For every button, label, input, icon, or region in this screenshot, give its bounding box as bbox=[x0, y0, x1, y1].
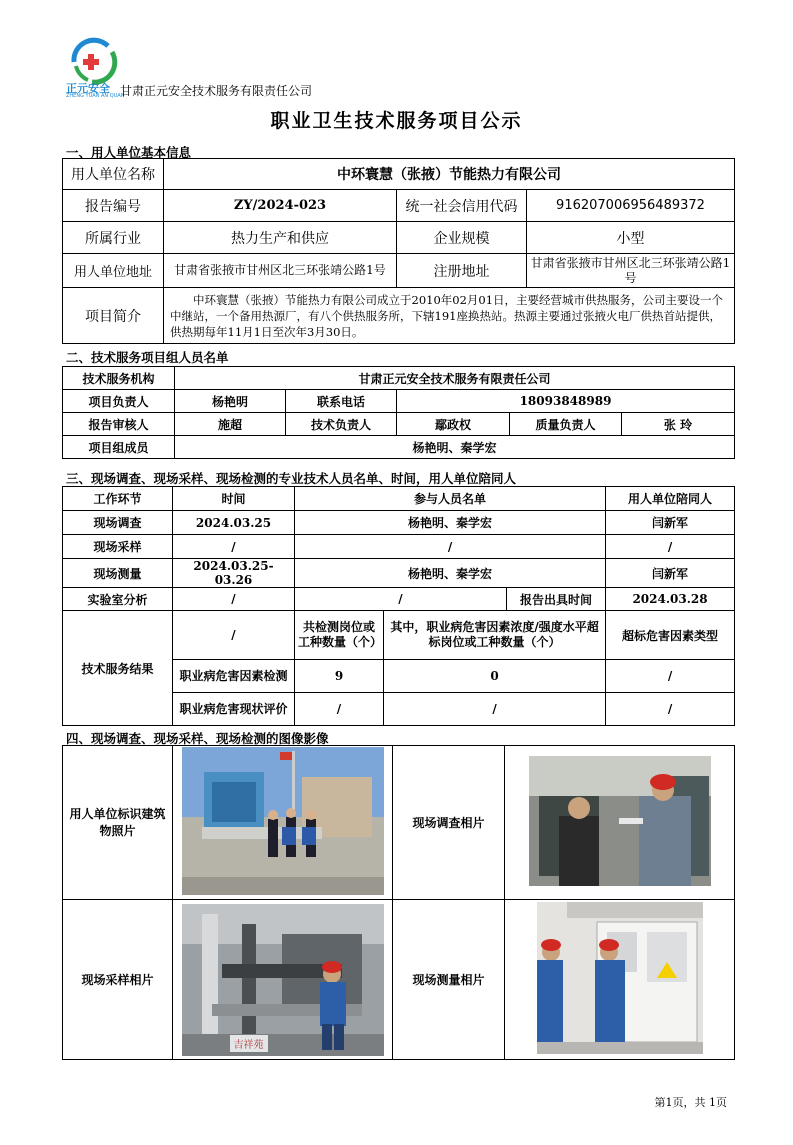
company-name: 甘肃正元安全技术服务有限责任公司 bbox=[120, 84, 313, 98]
survey-photo-cell bbox=[505, 746, 735, 900]
result-exceed-cell: / bbox=[384, 693, 606, 726]
photo-watermark: 吉祥苑 bbox=[230, 1035, 268, 1052]
field-work-table bbox=[62, 486, 735, 726]
building-photo-cell bbox=[173, 746, 393, 900]
survey-photo-label: 现场调查相片 bbox=[393, 746, 505, 900]
stage-cell: 现场测量 bbox=[63, 559, 173, 588]
org-name: 甘肃正元安全技术服务有限责任公司 bbox=[175, 367, 735, 390]
leader-name: 杨艳明 bbox=[175, 390, 286, 413]
header-time: 时间 bbox=[173, 487, 295, 511]
report-no: ZY/2024-023 bbox=[164, 190, 397, 222]
header-stage: 工作环节 bbox=[63, 487, 173, 511]
basic-info-table bbox=[62, 158, 735, 344]
time-cell: 2024.03.25-03.26 bbox=[173, 559, 295, 588]
org-label: 技术服务机构 bbox=[63, 367, 175, 390]
report-date: 2024.03.28 bbox=[606, 588, 735, 611]
result-type-cell: / bbox=[606, 693, 735, 726]
reg-address-label: 注册地址 bbox=[397, 254, 527, 288]
measure-photo-cell bbox=[505, 900, 735, 1060]
building-photo bbox=[182, 747, 384, 895]
logo-pinyin: ZHENG YUAN AN QUAN bbox=[66, 93, 125, 99]
credit-code-label: 统一社会信用代码 bbox=[397, 190, 527, 222]
intro-label: 项目简介 bbox=[63, 288, 164, 344]
members-label: 项目组成员 bbox=[63, 436, 175, 459]
credit-code: 916207006956489372 bbox=[527, 190, 735, 222]
tech-name: 鄢政权 bbox=[397, 413, 510, 436]
leader-label: 项目负责人 bbox=[63, 390, 175, 413]
people-cell: 杨艳明、秦学宏 bbox=[295, 559, 606, 588]
header-escort: 用人单位陪同人 bbox=[606, 487, 735, 511]
lab-label: 实验室分析 bbox=[63, 588, 173, 611]
time-cell: 2024.03.25 bbox=[173, 511, 295, 535]
svg-text:正元安全: 正元安全 bbox=[66, 82, 110, 95]
section1-title: 一、用人单位基本信息 bbox=[66, 145, 192, 160]
reviewer-label: 报告审核人 bbox=[63, 413, 175, 436]
result-type-cell: / bbox=[606, 660, 735, 693]
page-footer: 第1页，共 1页 bbox=[654, 1096, 727, 1109]
escort-cell: 闫新军 bbox=[606, 511, 735, 535]
phone-number: 18093848989 bbox=[397, 390, 735, 413]
project-intro: 中环寰慧（张掖）节能热力有限公司成立于2010年02月01日，主要经营城市供热服务，公司主要设一个中继站，一个备用热源厂，有八个供热服务所，下辖191座换热站。热源主要通过张掖火电厂供热首站提供，供热期每年11月1日至次年3月30日。 bbox=[164, 288, 735, 344]
reg-address: 甘肃省张掖市甘州区北三环张靖公路1号 bbox=[527, 254, 735, 288]
table-row bbox=[63, 559, 735, 588]
sampling-photo bbox=[182, 904, 384, 1056]
photo-table bbox=[62, 745, 735, 1060]
phone-label: 联系电话 bbox=[286, 390, 397, 413]
lab-people: / bbox=[295, 588, 507, 611]
reviewer-name: 施超 bbox=[175, 413, 286, 436]
stage-cell: 现场调查 bbox=[63, 511, 173, 535]
section2-title: 二、技术服务项目组人员名单 bbox=[66, 350, 229, 365]
result-item-cell: 职业病危害现状评价 bbox=[173, 693, 295, 726]
company-logo-icon bbox=[66, 36, 122, 96]
result-count-cell: 9 bbox=[295, 660, 384, 693]
result-header-exceed: 其中，职业病危害因素浓度/强度水平超标岗位或工种数量（个） bbox=[384, 611, 606, 660]
sampling-photo-label: 现场采样相片 bbox=[63, 900, 173, 1060]
stage-cell: 现场采样 bbox=[63, 535, 173, 559]
quality-label: 质量负责人 bbox=[510, 413, 622, 436]
tech-label: 技术负责人 bbox=[286, 413, 397, 436]
measure-photo bbox=[537, 902, 703, 1054]
quality-name: 张 玲 bbox=[622, 413, 735, 436]
report-no-label: 报告编号 bbox=[63, 190, 164, 222]
escort-cell: / bbox=[606, 535, 735, 559]
result-count-cell: / bbox=[295, 693, 384, 726]
industry: 热力生产和供应 bbox=[164, 222, 397, 254]
building-photo-label: 用人单位标识建筑物照片 bbox=[63, 746, 173, 900]
report-date-label: 报告出具时间 bbox=[507, 588, 606, 611]
page-header bbox=[66, 36, 726, 102]
scale: 小型 bbox=[527, 222, 735, 254]
section4-title: 四、现场调查、现场采样、现场检测的图像影像 bbox=[66, 731, 329, 746]
unit-name-label: 用人单位名称 bbox=[63, 159, 164, 190]
result-label: 技术服务结果 bbox=[63, 611, 173, 726]
measure-photo-label: 现场测量相片 bbox=[393, 900, 505, 1060]
header-people: 参与人员名单 bbox=[295, 487, 606, 511]
lab-time: / bbox=[173, 588, 295, 611]
result-exceed-cell: 0 bbox=[384, 660, 606, 693]
people-cell: / bbox=[295, 535, 606, 559]
result-header-type: 超标危害因素类型 bbox=[606, 611, 735, 660]
result-item-cell: 职业病危害因素检测 bbox=[173, 660, 295, 693]
industry-label: 所属行业 bbox=[63, 222, 164, 254]
address-label: 用人单位地址 bbox=[63, 254, 164, 288]
table-row bbox=[63, 535, 735, 559]
team-table bbox=[62, 366, 735, 459]
survey-photo bbox=[529, 756, 711, 886]
members-names: 杨艳明、秦学宏 bbox=[175, 436, 735, 459]
result-header-count: 共检测岗位或工种数量（个） bbox=[295, 611, 384, 660]
sampling-photo-cell bbox=[173, 900, 393, 1060]
section3-title: 三、现场调查、现场采样、现场检测的专业技术人员名单、时间，用人单位陪同人 bbox=[66, 471, 517, 486]
document-title: 职业卫生技术服务项目公示 bbox=[270, 110, 523, 132]
time-cell: / bbox=[173, 535, 295, 559]
unit-name: 中环寰慧（张掖）节能热力有限公司 bbox=[164, 159, 735, 190]
address: 甘肃省张掖市甘州区北三环张靖公路1号 bbox=[164, 254, 397, 288]
escort-cell: 闫新军 bbox=[606, 559, 735, 588]
scale-label: 企业规模 bbox=[397, 222, 527, 254]
people-cell: 杨艳明、秦学宏 bbox=[295, 511, 606, 535]
result-header-slash: / bbox=[173, 611, 295, 660]
table-row bbox=[63, 511, 735, 535]
